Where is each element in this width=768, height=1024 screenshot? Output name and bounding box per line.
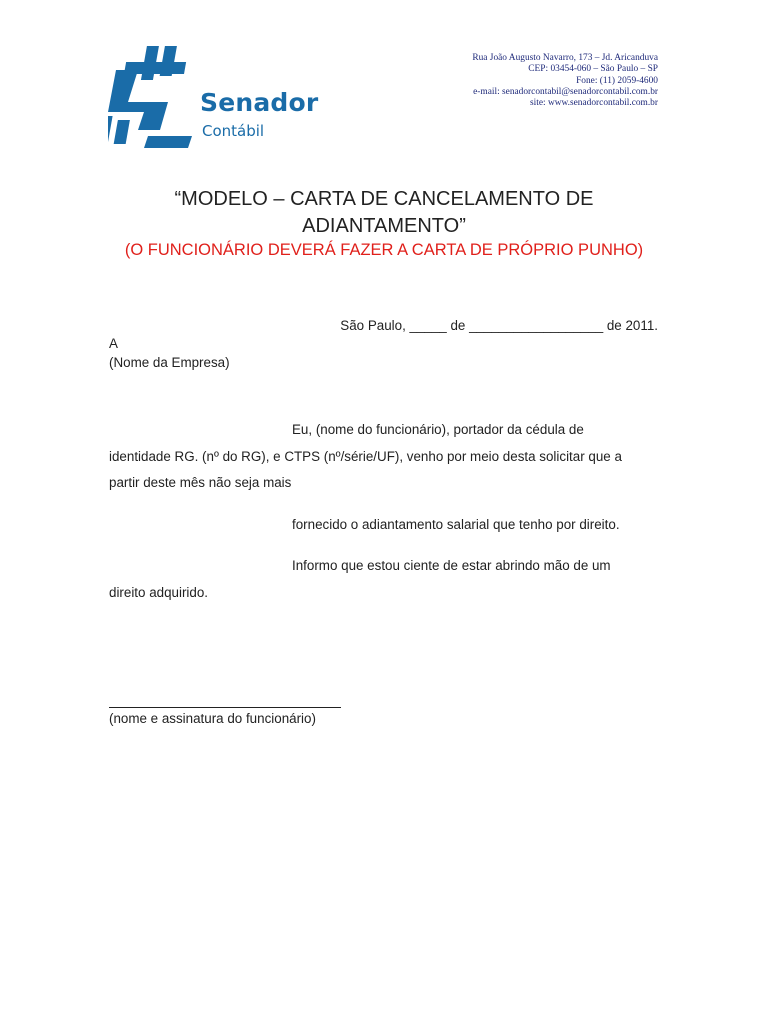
site-line: site: www.senadorcontabil.com.br	[529, 98, 658, 109]
paragraph-2: fornecido o adiantamento salarial que tenho por direito.	[292, 517, 620, 532]
document-title	[0, 186, 768, 240]
company-logo	[108, 40, 323, 150]
recipient-prefix: A	[109, 336, 118, 351]
paragraph-1-line-2: identidade RG. (nº do RG), e CTPS (nº/série/UF), venho por meio desta solicitar que a	[109, 449, 622, 464]
document-subtitle: (O FUNCIONÁRIO DEVERÁ FAZER A CARTA DE PRÓPRIO PUNHO)	[124, 241, 644, 259]
title-line-2: ADIANTAMENTO”	[302, 215, 466, 237]
recipient-name: (Nome da Empresa)	[109, 355, 230, 370]
cep-line: CEP: 03454-060 – São Paulo – SP	[528, 64, 658, 75]
paragraph-3-line-1: Informo que estou ciente de estar abrindo mão de um	[292, 558, 611, 573]
paragraph-1-line-3: partir deste mês não seja mais	[109, 475, 292, 490]
brand-subtitle: Contábil	[202, 122, 265, 140]
contact-block	[472, 53, 658, 109]
phone-line: Fone: (11) 2059-4600	[576, 75, 658, 86]
paragraph-3-line-2: direito adquirido.	[109, 585, 209, 600]
date-line: São Paulo, _____ de __________________ de 2011.	[340, 318, 658, 333]
address-line: Rua João Augusto Navarro, 173 – Jd. Aricanduva	[472, 53, 658, 63]
email-line: e-mail: senadorcontabil@senadorcontabil.com.br	[473, 86, 658, 97]
brand-name: Senador	[200, 88, 319, 117]
signature-label: (nome e assinatura do funcionário)	[109, 711, 316, 726]
signature-line	[109, 707, 341, 708]
logo-mark-icon	[108, 40, 198, 150]
title-line-1: “MODELO – CARTA DE CANCELAMENTO DE	[174, 188, 594, 210]
paragraph-1-line-1: Eu, (nome do funcionário), portador da cédula de	[292, 422, 584, 437]
